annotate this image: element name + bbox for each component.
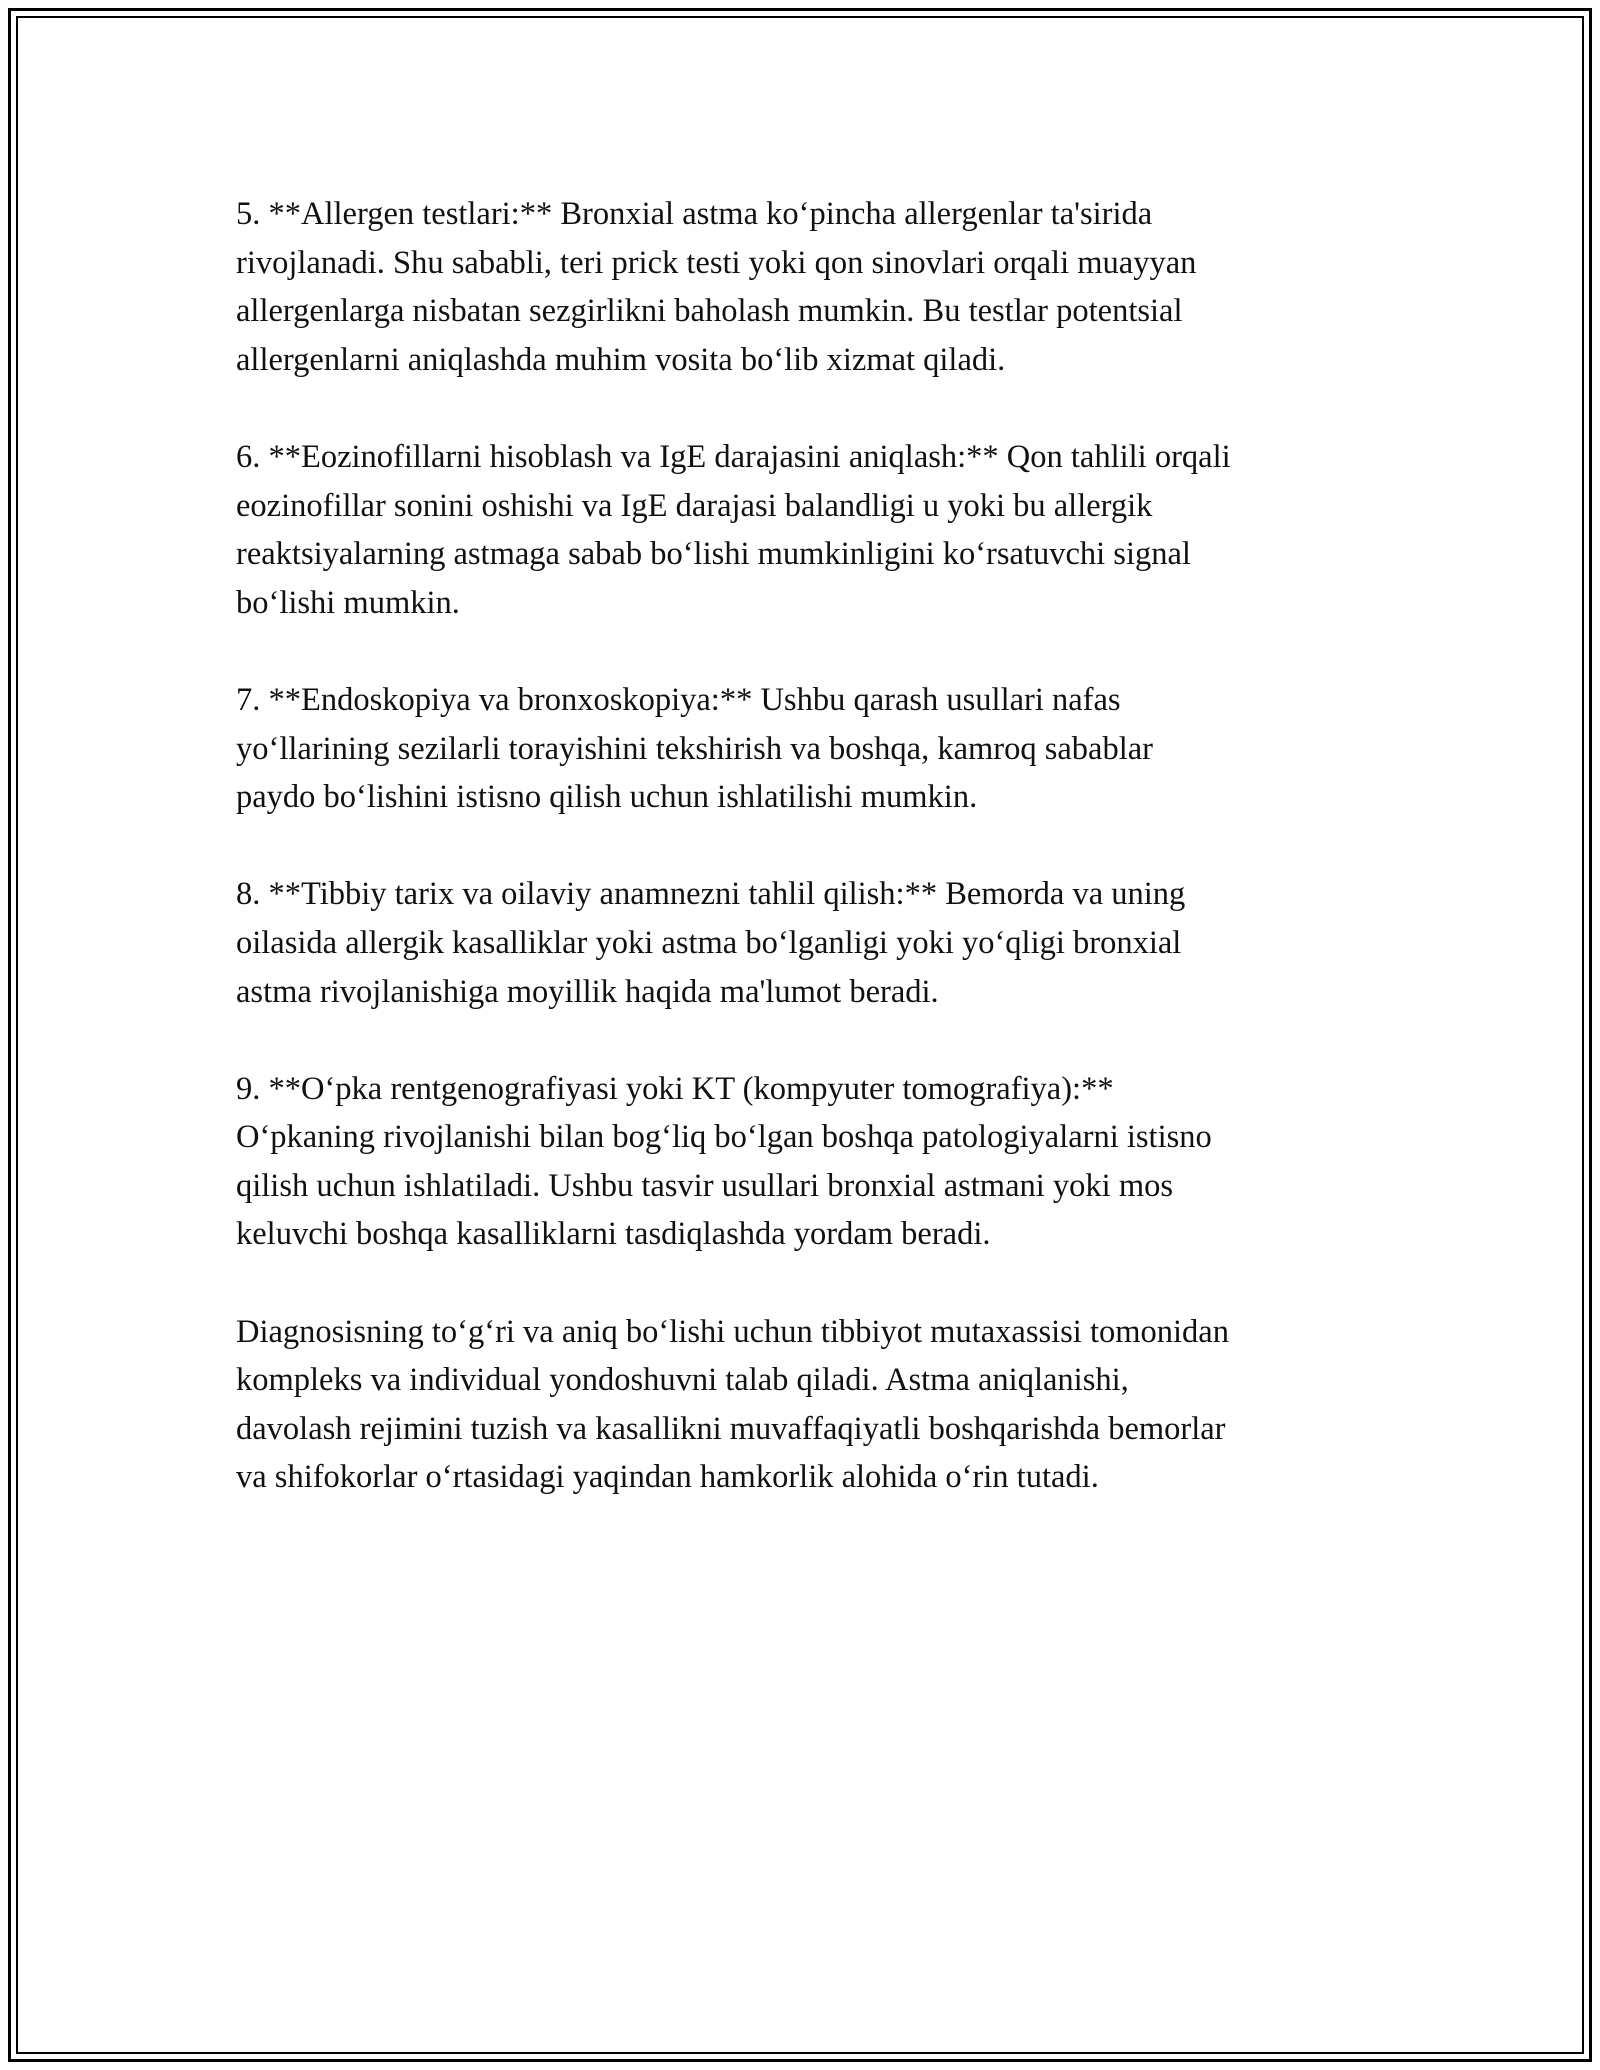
text-line: reaktsiyalarning astmaga sabab bo‘lishi mumkinligini ko‘rsatuvchi signal — [236, 536, 1191, 573]
text-line: allergenlarni aniqlashda muhim vosita bo‘lib xizmat qiladi. — [236, 341, 1006, 378]
document-body — [236, 190, 1376, 1551]
paragraph-allergen-tests — [236, 190, 1376, 384]
text-line: keluvchi boshqa kasalliklarni tasdiqlashda yordam beradi. — [236, 1216, 991, 1253]
text-line: oilasida allergik kasalliklar yoki astma bo‘lganligi yoki yo‘qligi bronxial — [236, 924, 1182, 961]
text-line: 9. **O‘pka rentgenografiyasi yoki KT (kompyuter tomografiya):** — [236, 1070, 1114, 1107]
text-line: 8. **Tibbiy tarix va oilaviy anamnezni tahlil qilish:** Bemorda va uning — [236, 876, 1186, 913]
text-line: 7. **Endoskopiya va bronxoskopiya:** Ushbu qarash usullari nafas — [236, 681, 1121, 718]
paragraph-endoscopy — [236, 676, 1376, 822]
text-line: allergenlarga nisbatan sezgirlikni baholash mumkin. Bu testlar potentsial — [236, 293, 1183, 330]
text-line: bo‘lishi mumkin. — [236, 584, 460, 621]
text-line: va shifokorlar o‘rtasidagi yaqindan hamkorlik alohida o‘rin tutadi. — [236, 1459, 1099, 1496]
text-line: O‘pkaning rivojlanishi bilan bog‘liq bo‘lgan boshqa patologiyalarni istisno — [236, 1119, 1212, 1156]
paragraph-eosinophils-ige — [236, 433, 1376, 627]
paragraph-medical-history — [236, 870, 1376, 1016]
text-line: Diagnosisning to‘g‘ri va aniq bo‘lishi uchun tibbiyot mutaxassisi tomonidan — [236, 1313, 1229, 1350]
text-line: kompleks va individual yondoshuvni talab qiladi. Astma aniqlanishi, — [236, 1362, 1129, 1399]
text-line: 6. **Eozinofillarni hisoblash va IgE darajasini aniqlash:** Qon tahlili orqali — [236, 438, 1231, 475]
text-line: rivojlanadi. Shu sababli, teri prick testi yoki qon sinovlari orqali muayyan — [236, 244, 1197, 281]
paragraph-lung-imaging — [236, 1065, 1376, 1259]
text-line: qilish uchun ishlatiladi. Ushbu tasvir usullari bronxial astmani yoki mos — [236, 1167, 1173, 1204]
text-line: davolash rejimini tuzish va kasallikni muvaffaqiyatli boshqarishda bemorlar — [236, 1410, 1226, 1447]
text-line: yo‘llarining sezilarli torayishini tekshirish va boshqa, kamroq sabablar — [236, 730, 1153, 767]
paragraph-conclusion — [236, 1308, 1376, 1502]
text-line: paydo bo‘lishini istisno qilish uchun ishlatilishi mumkin. — [236, 779, 978, 816]
text-line: eozinofillar sonini oshishi va IgE darajasi balandligi u yoki bu allergik — [236, 487, 1153, 524]
text-line: 5. **Allergen testlari:** Bronxial astma ko‘pincha allergenlar ta'sirida — [236, 196, 1153, 232]
text-line: astma rivojlanishiga moyillik haqida ma'lumot beradi. — [236, 973, 939, 1010]
